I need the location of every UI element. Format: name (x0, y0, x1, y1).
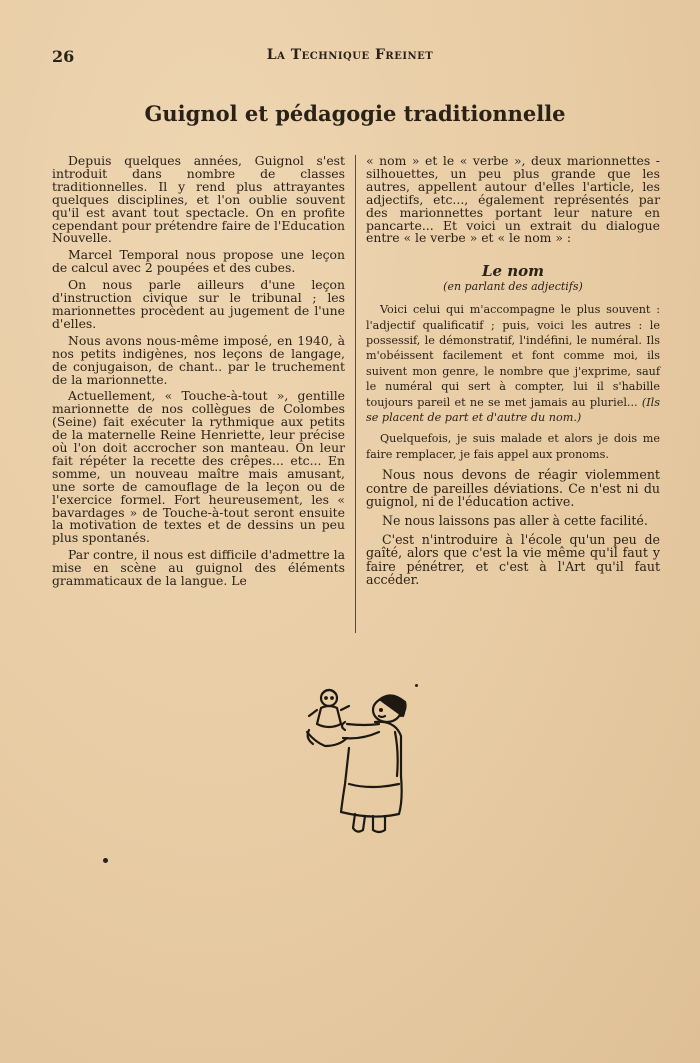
woman-holding-puppet-drawing (295, 680, 420, 840)
right-column (366, 155, 660, 592)
ink-speck (103, 858, 108, 863)
page-number: 26 (52, 47, 75, 66)
paragraph: Nous nous devons de réagir violemment contre de pareilles déviations. Ce n'est ni du guignol, ni de l'éducation active. (366, 467, 660, 510)
paragraph: C'est n'introduire à l'école qu'un peu de gaîté, alors que c'est la vie même qu'il faut y faire pénétrer, et c'est à l'Art qu'il faut accéder. (366, 531, 660, 588)
conclusion (366, 468, 660, 587)
left-column (52, 155, 345, 592)
paragraph: Ne nous laissons pas aller à cette facilité. (382, 513, 648, 528)
running-head: La Technique Freinet (266, 47, 434, 63)
dialogue-paragraph: Quelquefois, je suis malade et alors je dois me faire remplacer, je fais appel aux pronoms. (366, 432, 660, 461)
paragraph: « nom » et le « verbe », deux marionnettes - silhouettes, un peu plus grande que les autres, appellent autour d'elles l'article, les adjectifs, etc..., également représentés par des marionnettes portant leur nature en pancarte... Et voici un extrait du dialogue entre « le verbe » et « le nom » : (366, 153, 660, 246)
paragraph: Actuellement, « Touche-à-tout », gentille marionnette de nos collègues de Colombes (Seine) fait exécuter la rythmique aux petits de la maternelle Reine Henriette, leur précise où l'on doit accrocher son manteau. On leur fait répéter la recette des crêpes... etc... En somme, un nouveau maître mais amusant, une sorte de camouflage de la leçon ou de l'exercice formel. Fort heureusement, les « bavardages » de Touche-à-tout seront ensuite la motivation de textes et de dessins un peu plus spontanés. (52, 388, 345, 546)
column-divider (355, 155, 356, 633)
paragraph: Par contre, il nous est difficile d'admettre la mise en scène au guignol des éléments grammaticaux de la langue. Le (52, 547, 345, 589)
ink-speck (415, 684, 418, 687)
dialogue-text: Voici celui qui m'accompagne le plus souvent : l'adjectif qualificatif ; puis, voici les autres : le possessif, le démonstratif, l'indéfini, le numéral. Ils m'obéissent facilement et font comme moi, ils suivent mon genre, le nombre que j'exprime, sauf le numéral qui sert à compter, lui il s'habille toujours pareil et ne se met jamais au pluriel... (366, 303, 660, 409)
dialogue-paragraph (366, 302, 660, 425)
dialogue-heading: Le nom (481, 262, 545, 281)
article-title: Guignol et pédagogie traditionnelle (144, 101, 566, 126)
dialogue-caption: (en parlant des adjectifs) (443, 280, 583, 294)
paragraph: Marcel Temporal nous propose une leçon de calcul avec 2 poupées et des cubes. (52, 247, 345, 276)
paragraph: Nous avons nous-même imposé, en 1940, à nos petits indigènes, nos leçons de langage, de conjugaison, de chant.. par le truchement de la marionnette. (52, 332, 345, 387)
paragraph: Depuis quelques années, Guignol s'est introduit dans nombre de classes traditionnelles. Il y rend plus attrayantes quelques disciplines, et l'on oublie souvent qu'il est avant tout spectacle. On en profite cependant pour prétendre faire de l'Education Nouvelle. (52, 153, 345, 246)
dialogue-excerpt (366, 262, 660, 462)
paragraph: On nous parle ailleurs d'une leçon d'instruction civique sur le tribunal ; les marionnettes procèdent au jugement de l'une d'elles. (52, 277, 345, 331)
dialogue-stage-direction: (Ils se placent de part et d'autre du nom.) (366, 395, 660, 424)
